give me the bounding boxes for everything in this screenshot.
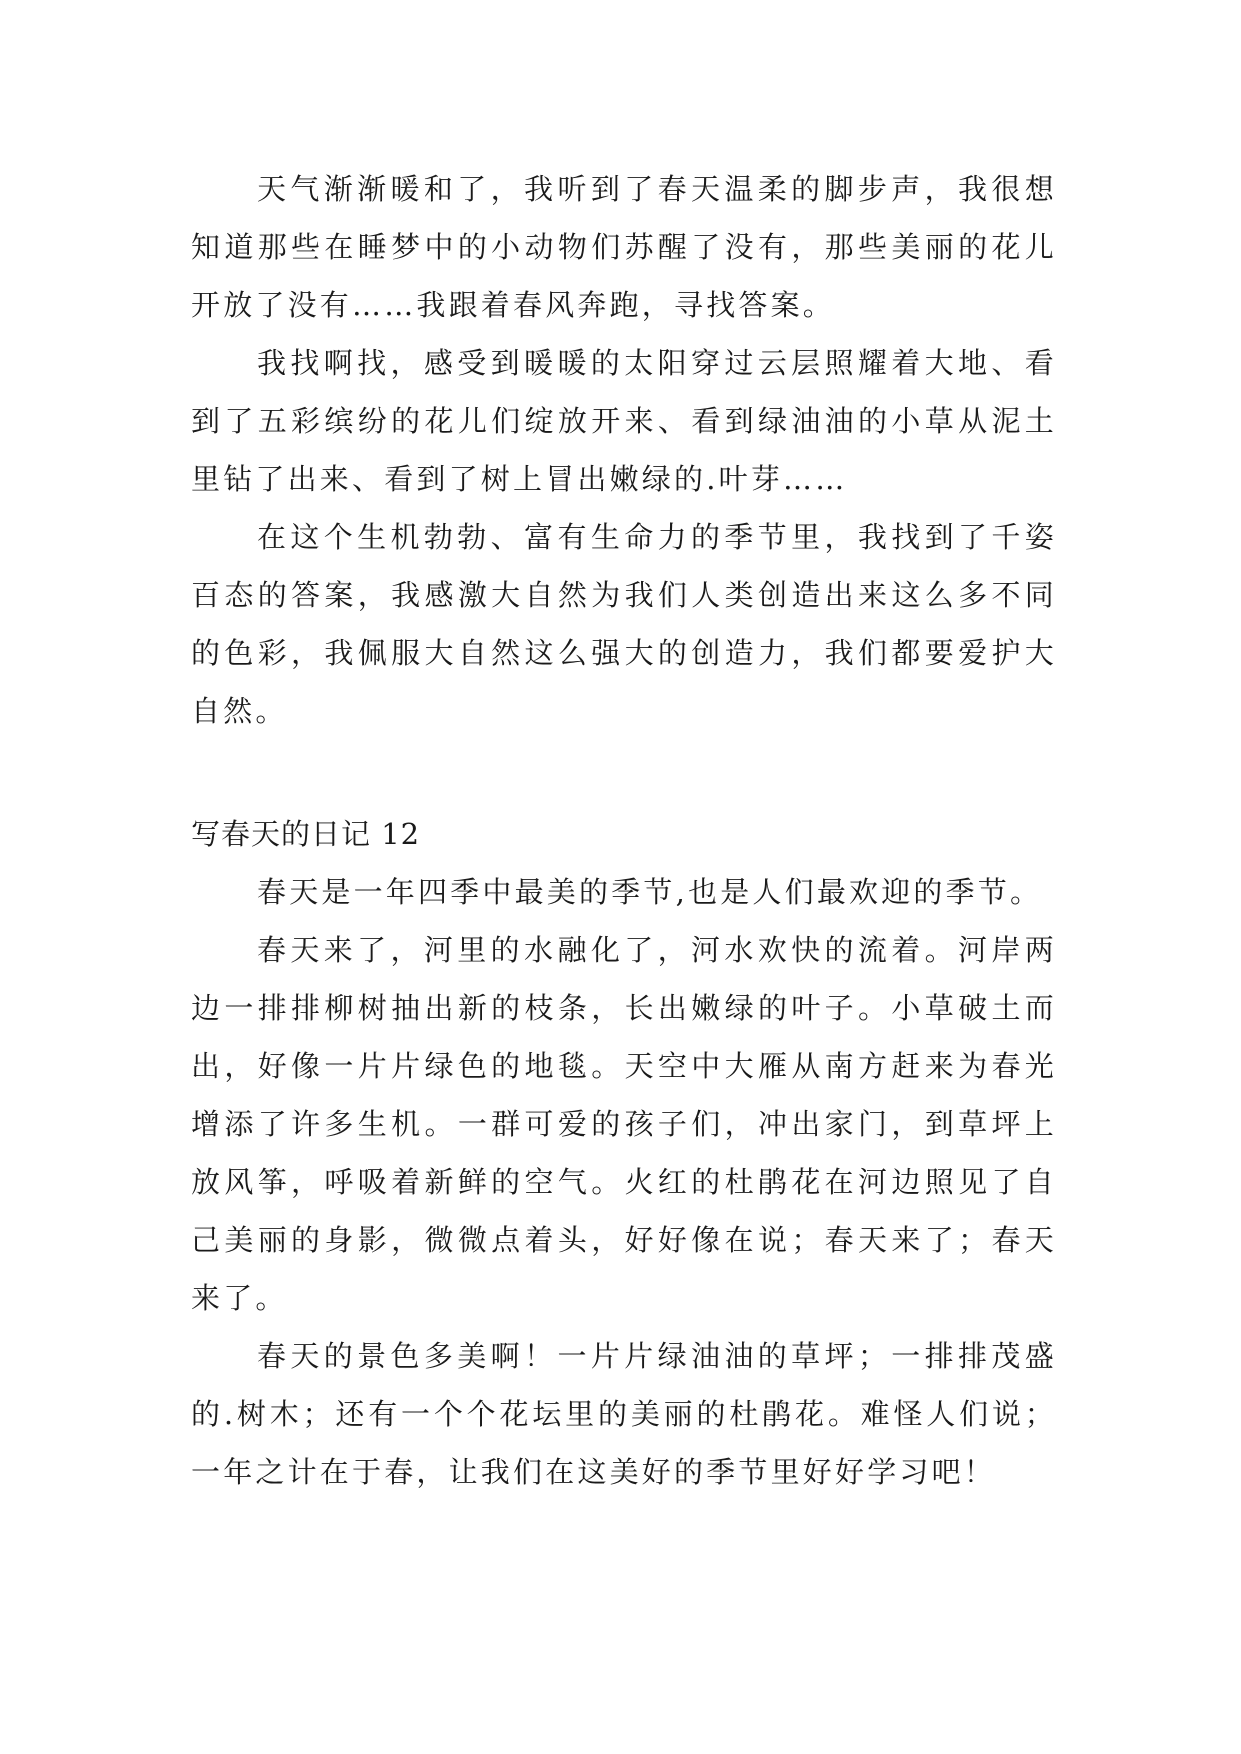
paragraph: 天气渐渐暖和了，我听到了春天温柔的脚步声，我很想知道那些在睡梦中的小动物们苏醒了没有，那些美丽的花儿开放了没有……我跟着春风奔跑，寻找答案。 [191,172,1057,322]
section-title: 写春天的日记 12 [191,817,421,851]
document-page [191,160,1057,1501]
paragraph: 我找啊找，感受到暖暖的太阳穿过云层照耀着大地、看到了五彩缤纷的花儿们绽放开来、看到绿油油的小草从泥土里钻了出来、看到了树上冒出嫩绿的.叶芽…… [191,346,1057,496]
paragraph: 在这个生机勃勃、富有生命力的季节里，我找到了千姿百态的答案，我感激大自然为我们人类创造出来这么多不同的色彩，我佩服大自然这么强大的创造力，我们都要爱护大自然。 [191,520,1057,728]
paragraph: 春天是一年四季中最美的季节,也是人们最欢迎的季节。 [257,875,1043,909]
paragraph: 春天的景色多美啊！一片片绿油油的草坪；一排排茂盛的.树木；还有一个个花坛里的美丽的杜鹃花。难怪人们说；一年之计在于春，让我们在这美好的季节里好好学习吧！ [191,1339,1057,1489]
paragraph: 春天来了，河里的水融化了，河水欢快的流着。河岸两边一排排柳树抽出新的枝条，长出嫩绿的叶子。小草破土而出，好像一片片绿色的地毯。天空中大雁从南方赶来为春光增添了许多生机。一群可爱的孩子们，冲出家门，到草坪上放风筝，呼吸着新鲜的空气。火红的杜鹃花在河边照见了自己美丽的身影，微微点着头，好好像在说；春天来了；春天来了。 [191,933,1057,1315]
